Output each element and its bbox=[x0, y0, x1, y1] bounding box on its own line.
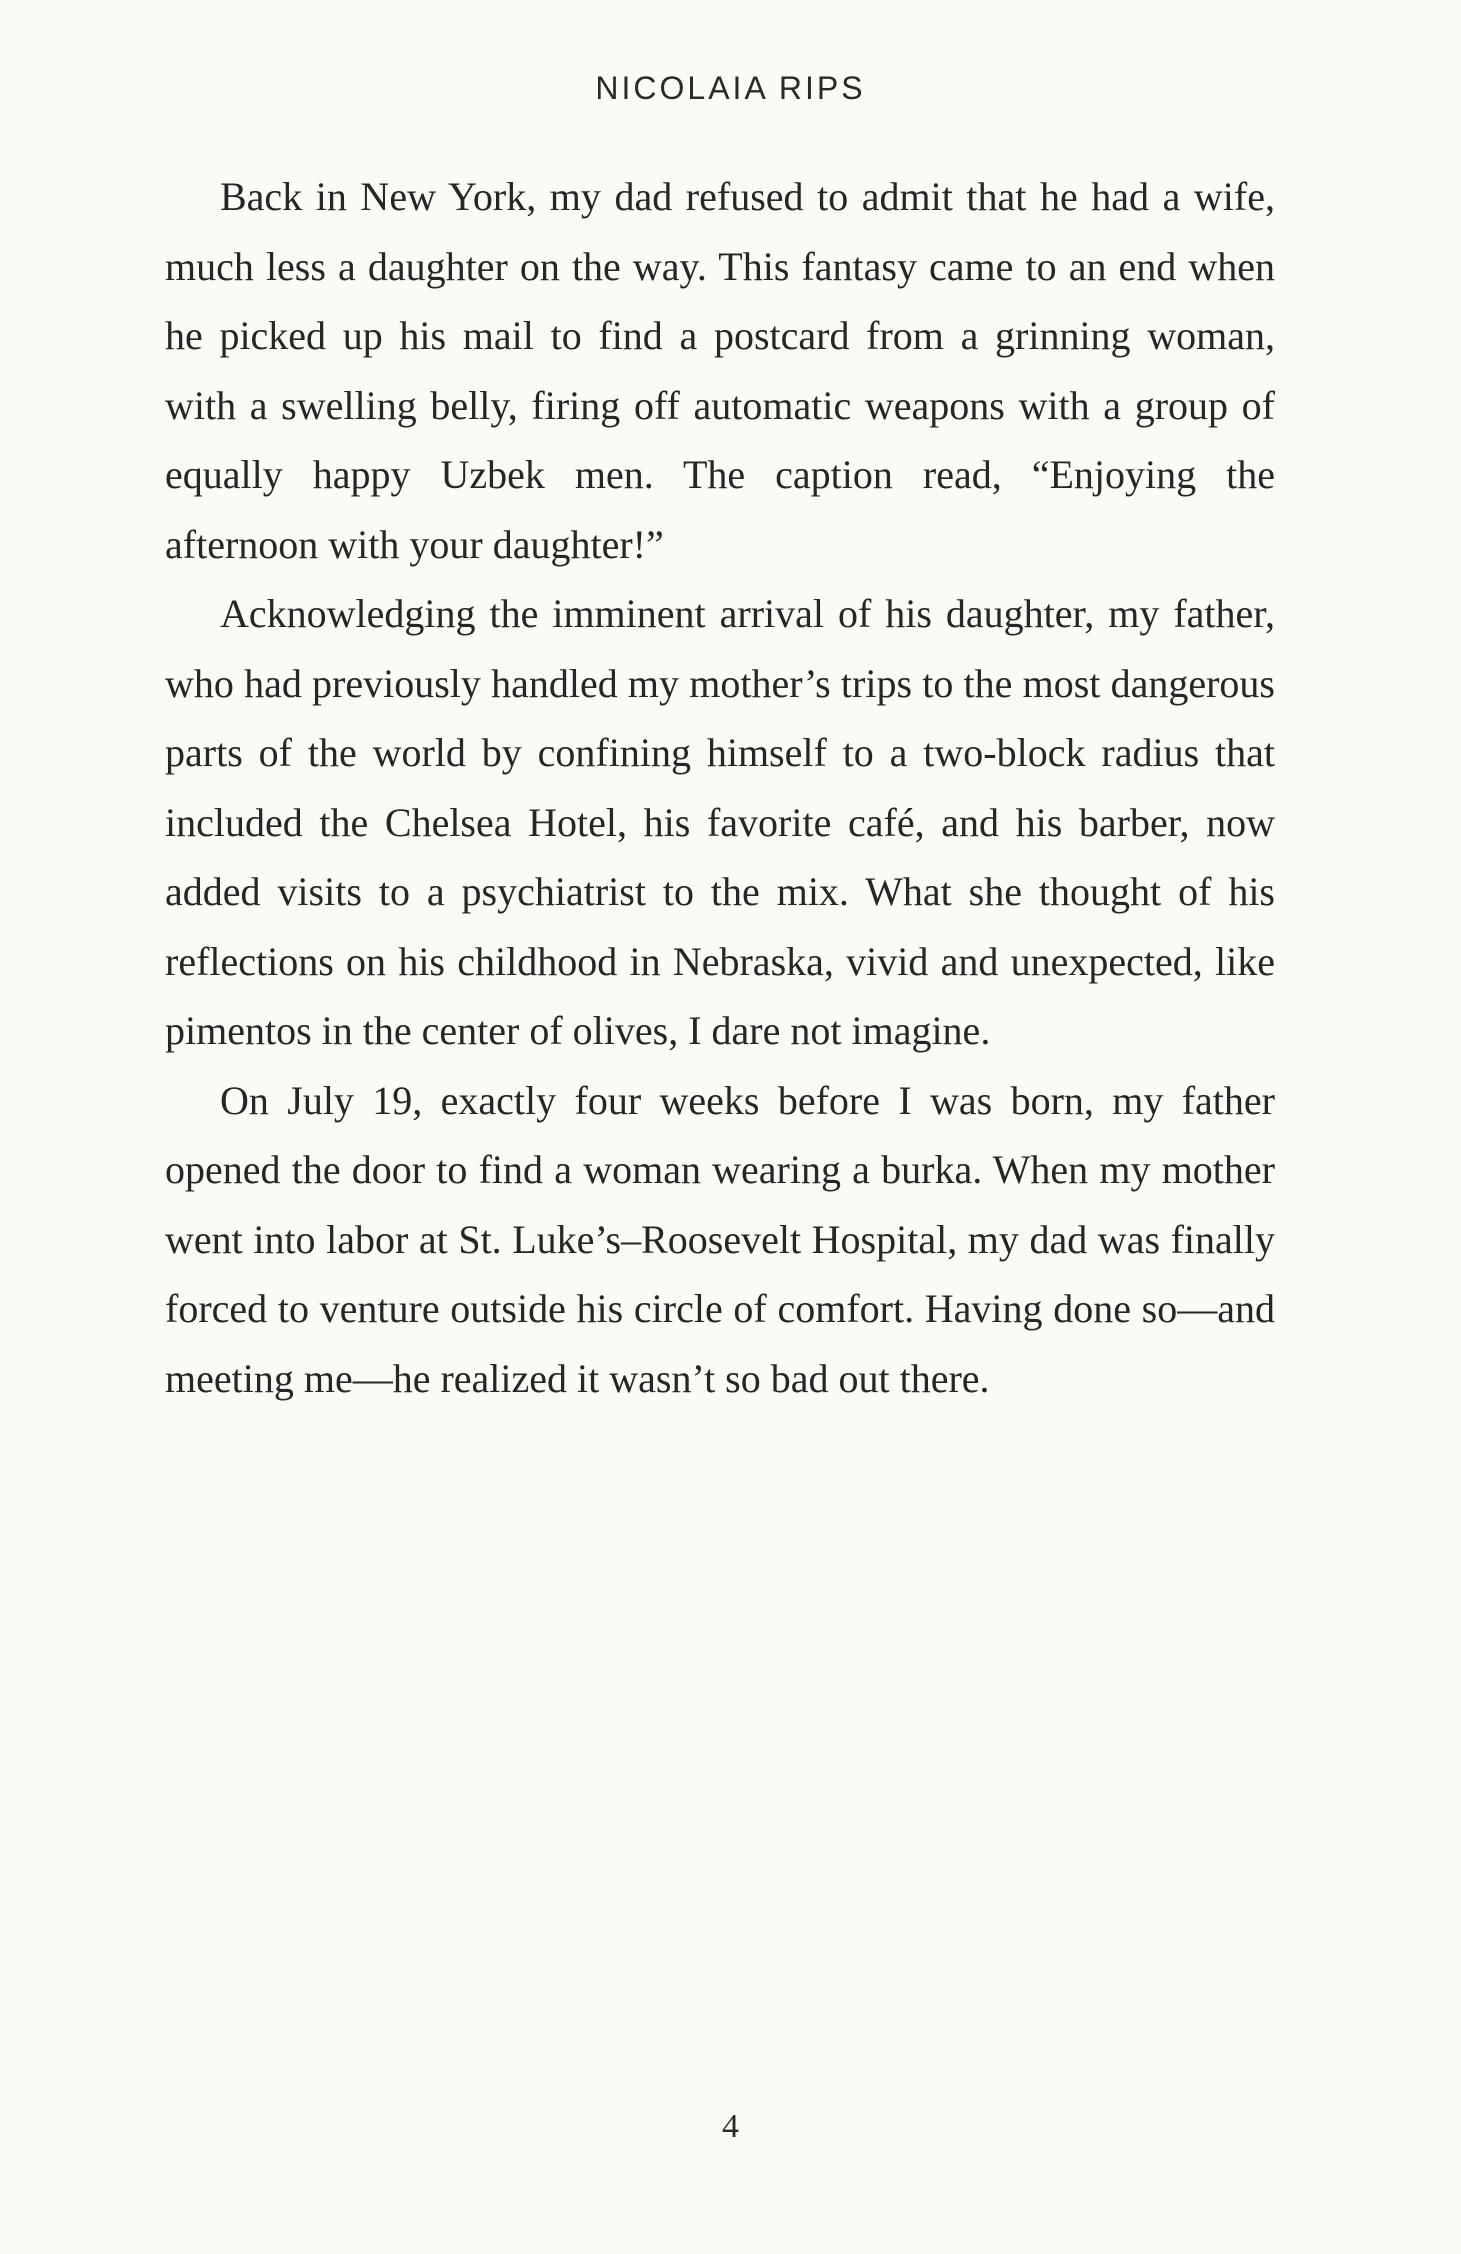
paragraph-2: Acknowledging the imminent arrival of his daughter, my father, who had previously handled my mother’s trips to the most dangerous parts of the world by confining himself to a two-block radius that included the Chelsea Hotel, his favorite café, and his barber, now added visits to a psychiatrist to the mix. What she thought of his reflections on his childhood in Nebraska, vivid and unexpected, like pimentos in the center of olives, I dare not imagine. bbox=[165, 591, 1275, 1053]
paragraph-1: Back in New York, my dad refused to admit that he had a wife, much less a daughter on the way. This fantasy came to an end when he picked up his mail to find a postcard from a grinning woman, with a swelling belly, firing off automatic weapons with a group of equally happy Uzbek men. The caption read, “Enjoying the afternoon with your daughter!” bbox=[165, 174, 1275, 567]
running-head: NICOLAIA RIPS bbox=[595, 70, 866, 106]
body-text bbox=[165, 162, 1275, 1413]
paragraph-3: On July 19, exactly four weeks before I was born, my father opened the door to find a woman wearing a burka. When my mother went into labor at St. Luke’s–Roosevelt Hospital, my dad was finally forced to venture outside his circle of comfort. Having done so—and meeting me—he realized it wasn’t so bad out there. bbox=[165, 1077, 1275, 1401]
page-number: 4 bbox=[722, 2108, 739, 2145]
